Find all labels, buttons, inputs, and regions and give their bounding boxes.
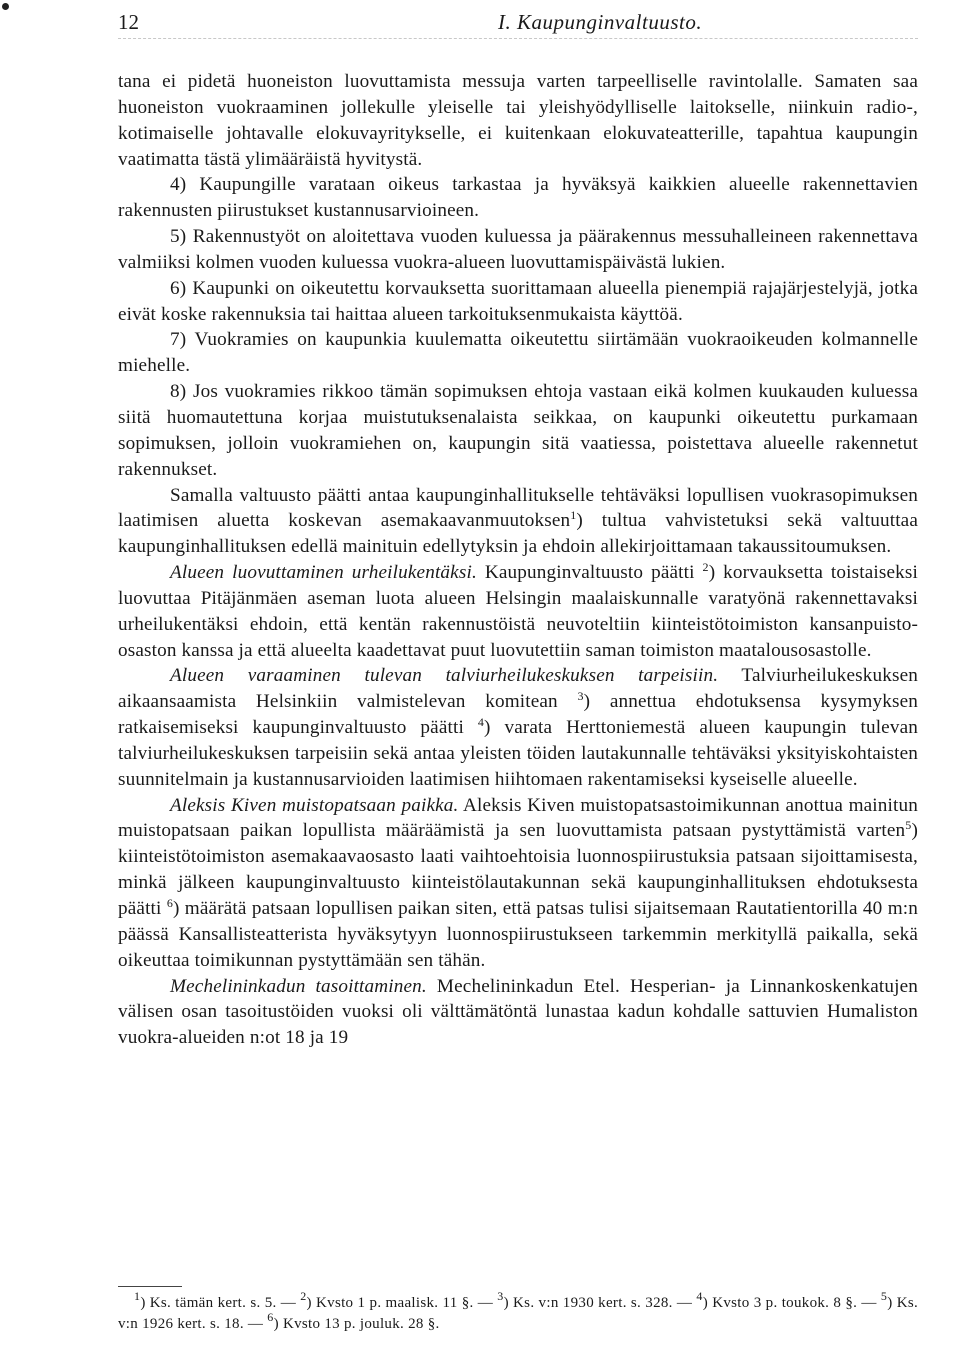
text-run: ) kiinteistötoimiston asemakaavaosasto laati vaihtoehtoisia luonnospiirustuksia patsaan sijoittamisesta, minkä jälkeen kaupunginvaltuusto kiinteistölautakunnan sekä kaupunginhallituksen ehdotuksesta päätti [118,820,918,919]
footnote-ref: 3 [577,689,584,704]
section-paragraph [118,560,918,663]
page-number: 12 [118,10,139,34]
section-paragraph [118,974,918,1052]
paragraph: 7) Vuokramies on kaupunkia kuulematta oikeutettu siirtämään vuokraoikeuden kolmannelle miehelle. [118,329,918,377]
section-heading: Alueen luovuttaminen urheilukentäksi. [170,562,477,584]
text-run: ) annettua ehdotuksensa kysymyksen ratkaisemiseksi kaupunginvaltuusto päätti [118,691,918,739]
paragraph: tana ei pidetä huoneiston luovuttamista messuja varten tarpeelliselle ravintolalle. Samaten saa huoneiston vuokraaminen jollekulle yleiselle tai yleishyödylliselle laitokselle, niinkuin radio-, kotimaiselle johtavalle elokuvayritykselle, ei kuitenkaan elokuvateatterille, tapahtua kaupungin vaatimatta tästä ylimääräistä hyvitystä. [118,71,918,170]
footnote-entry: ) Ks. v:n 1926 kert. s. 18. — [118,1295,919,1332]
body-text [118,69,918,1051]
header-rule [118,38,918,39]
section-heading: Mechelininkadun tasoittaminen. [170,975,427,997]
footnotes [118,1289,919,1334]
running-title: I. Kaupunginvaltuusto. [498,10,703,34]
paragraph [118,483,918,561]
text-run: Kaupunginvaltuusto päätti [476,562,703,584]
text-run: ) korvauksetta toistaiseksi luovuttaa Pitäjänmäen aseman luota alueen Helsingin maalaiskunnalle varatyönä rakennettavaksi urheilukentäksi ehdoin, että kentän rakennustöistä neuvoteltiin kiinteistötoimiston kansanpuisto-osaston kanssa ja että alueelta kaadettavat puut luovutettiin saman toimiston maatalousosastolle. [118,562,918,661]
footnote-entry: ) Ks. tämän kert. s. 5. — [140,1295,301,1311]
section-paragraph [118,793,918,974]
section-heading: Alueen varaaminen tulevan talviurheilukeskuksen tarpeisiin. [170,665,719,687]
footnote-ref: 4 [477,715,484,730]
text-run: Aleksis Kiven muistopatsastoimikunnan anottua mainitun muistopatsaan paikan lopullista määräämistä ja sen luovuttamista patsaan pystyttämistä varten [118,794,918,842]
paragraph: 4) Kaupungille varataan oikeus tarkastaa ja hyväksyä kaikkien alueelle rakennettavien rakennusten piirustukset kustannusarvioineen. [118,174,918,222]
footnote-number: 1 [134,1289,141,1303]
paragraph: 8) Jos vuokramies rikkoo tämän sopimuksen ehtoja vastaan eikä kolmen kuukauden kuluessa siitä huomautettuna korjaa muistutuksenalaista seikkaa, on kaupunki oikeutettu purkamaan sopimuksen, jolloin vuokramiehen on, kaupungin sitä vaatiessa, poistettava alueelle rakennetut rakennukset. [118,381,918,480]
footnote-rule [118,1286,182,1287]
footnote-number: 2 [300,1289,307,1303]
footnote-number: 5 [880,1289,888,1303]
text-run: ) määrätä patsaan lopullisen paikan siten, että patsas tulisi sijaitsemaan Rautatientorilla 40 m:n päässä Kansallisteatterista hyväksytyyn luonnospiirustukseen tarkemmin merkityllä paikalla, sekä oikeuttaa toimikunnan pystyttämään sen tähän. [118,898,918,971]
footnote-ref: 5 [905,818,912,833]
footnote-entry: ) Kvsto 3 p. toukok. 8 §. — [702,1295,881,1311]
footnote-ref: 2 [702,560,709,575]
text-run: Talviurheilukeskuksen aikaansaamista Helsinkiin valmistelevan komitean [118,665,918,713]
footnote-number: 6 [267,1309,274,1324]
text-run: ) varata Herttoniemestä alueen kaupungin tulevan talviurheilukeskuksen tarpeisiin sekä antaa yleisten töiden lautakunnalle tehtäväksi yksityiskohtaisten suunnitelmain ja kustannusarvioiden laatimisen hiihtomaen rakentamiseksi kyseiselle alueelle. [118,717,918,790]
paragraph: 6) Kaupunki on oikeutettu korvauksetta suorittamaan alueella pienempiä rajajärjestelyjä, jotka eivät koske rakennuksia tai haittaa alueen tarkoituksenmukaista käyttöä. [118,277,918,325]
footnote-number: 4 [696,1289,703,1303]
footnote-ref: 6 [166,896,173,910]
section-paragraph [118,663,918,792]
footnote-number: 3 [497,1289,504,1303]
text-run: Mechelininkadun Etel. Hesperian- ja Linnankoskenkatujen välisen osan tasoitustöiden vuoksi oli välttämätöntä lunastaa kadun kohdalle sattuvien Humaliston vuokra-alueiden n:ot 18 ja 19 [118,975,918,1049]
text-run: ) tultua vahvistetuksi sekä valtuuttaa kaupunginhallituksen edellä mainituin edellytyksin ja ehdoin allekirjoittamaan takaussitoumuksen. [118,510,919,558]
text-run: Samalla valtuusto päätti antaa kaupunginhallitukselle tehtäväksi lopullisen vuokrasopimuksen laatimisen aluetta koskevan asemakaavanmuutoksen [118,484,918,532]
section-heading: Aleksis Kiven muistopatsaan paikka. [170,794,459,816]
footnote-entry: ) Ks. v:n 1930 kert. s. 328. — [503,1295,697,1311]
paragraph: 5) Rakennustyöt on aloitettava vuoden kuluessa ja päärakennus messuhalleineen rakennettava valmiiksi kolmen vuoden kuluessa vuokra-alueen luovuttamispäivästä lukien. [118,226,918,273]
scan-speck [2,3,9,10]
footnote-entry: ) Kvsto 1 p. maalisk. 11 §. — [306,1295,498,1311]
footnote-ref: 1 [570,508,577,523]
footnote-entry: ) Kvsto 13 p. jouluk. 28 §. [273,1315,440,1332]
page-header [118,10,918,40]
footnote-text [118,1289,919,1334]
